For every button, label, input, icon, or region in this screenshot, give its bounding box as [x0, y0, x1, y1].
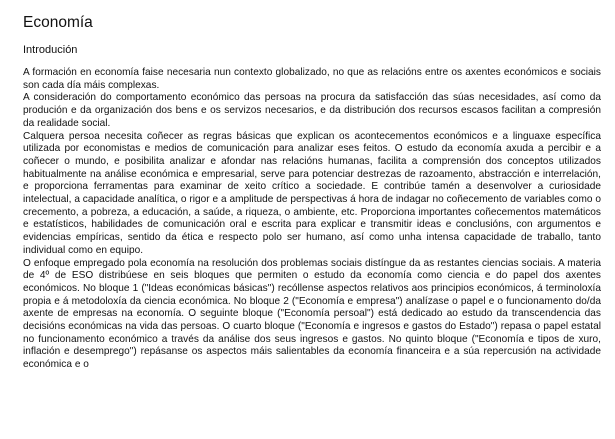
paragraph-1: A formación en economía faise necesaria nun contexto globalizado, no que as relacións entre os axentes económicos e sociais son cada día máis complexas. [23, 67, 601, 91]
section-heading: Introdución [23, 44, 78, 56]
paragraph-4: O enfoque empregado pola economía na resolución dos problemas sociais distíngue da as restantes ciencias sociais. A materia de 4º de ESO distribúese en seis bloques que permiten o estudo da economía como ciencia e do papel dos axentes económicos. No bloque 1 ("Ideas económicas básicas") recóllense aspectos relativos aos principios económicos, á terminoloxía propia e á metodoloxía da ciencia económica. No bloque 2 ("Economía e empresa") analízase o papel e o funcionamento do/da axente de empresas na economía. O seguinte bloque ("Economía persoal") está dedicado ao estudo da transcendencia das decisións económicas na vida das persoas. O cuarto bloque ("Economía e ingresos e gastos do Estado") repasa o papel estatal no funcionamento económico a través da análise dos seus ingresos e gastos. No quinto bloque ("Economía e tipos de xuro, inflación e desemprego") repásanse os aspectos máis salientables da economía financeira e a súa repercusión na actividade económica e o [23, 257, 601, 371]
document-page [23, 14, 601, 372]
paragraph-2: A consideración do comportamento económico das persoas na procura da satisfacción das súas necesidades, así como da produción e da organización dos bens e os servizos necesarios, e da distribución dos recursos escasos facilitan a compresión da realidade social. [23, 92, 601, 129]
paragraph-3: Calquera persoa necesita coñecer as regras básicas que explican os acontecementos económicos e a linguaxe específica utilizada por economistas e medios de comunicación para analizar eses feitos. O estudo da economía axuda a percibir e a coñecer o mundo, e posibilita analizar e afondar nas relacións humanas, facilita a comprensión dos conceptos utilizados habitualmente na análise económica e empresarial, serve para potenciar destrezas de razoamento, abstracción e interrelación, e proporciona ferramentas para examinar de xeito crítico a sociedade. E contribúe tamén a desenvolver a curiosidade intelectual, a capacidade analítica, o rigor e a amplitude de perspectivas á hora de indagar no coñecemento de variables como o crecemento, a pobreza, a educación, a saúde, a riqueza, o ambiente, etc. Proporciona importantes coñecementos matemáticos e estatísticos, habilidades de comunicación oral e escrita para explicar e transmitir ideas e conclusións, con argumentos e evidencias empíricas, sentido da ética e respecto polo ser humano, así como unha intensa capacidade de traballo, tanto individual como en equipo. [23, 130, 601, 256]
body-text [23, 67, 601, 372]
document-title: Economía [23, 14, 93, 31]
